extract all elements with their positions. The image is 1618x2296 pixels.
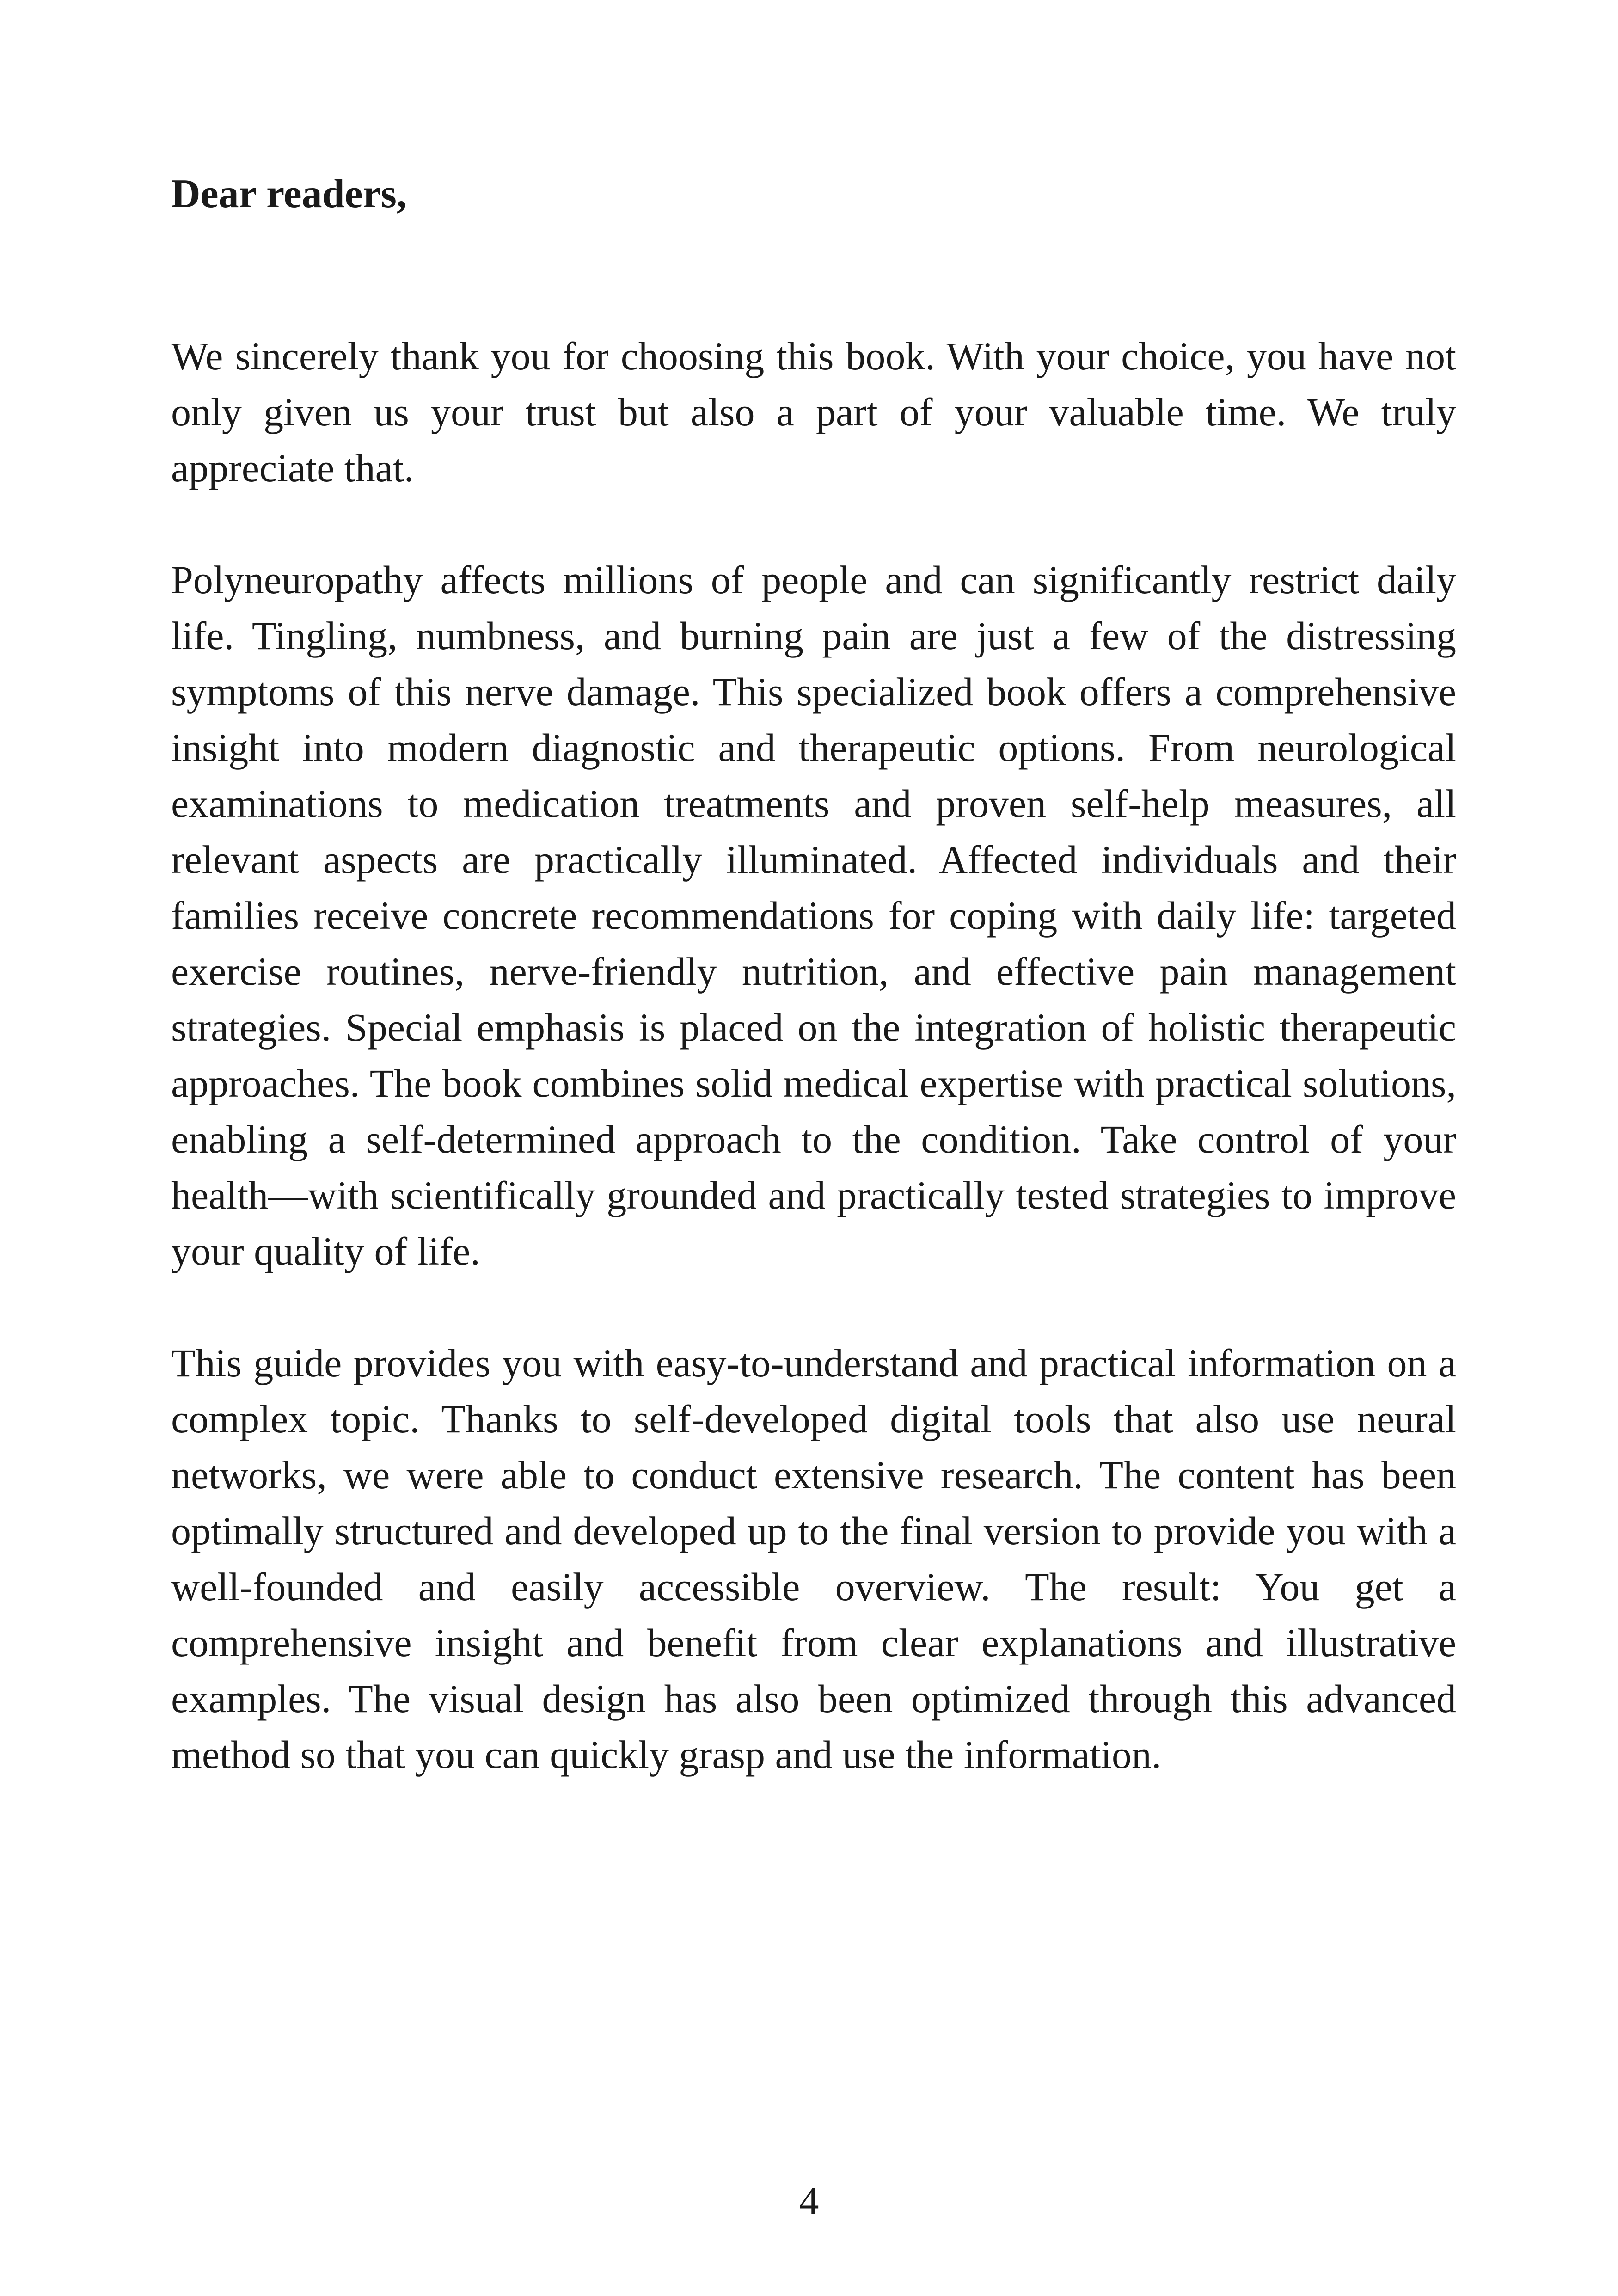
- page-number: 4: [799, 2179, 819, 2223]
- paragraph-thanks: We sincerely thank you for choosing this book. With your choice, you have not only given us your trust but also a part of your valuable time. We truly appreciate that.: [171, 334, 1456, 490]
- page-content: [171, 166, 1456, 1839]
- paragraph-polyneuropathy: Polyneuropathy affects millions of people and can significantly restrict daily life. Tingling, numbness, and burning pain are just a few of the distressing symptoms of this nerve damage. This specialized book offers a comprehensive insight into modern diagnostic and therapeutic options. From neurological examinations to medication treatments and proven self-help measures, all relevant aspects are practically illuminated. Affected individuals and their families receive concrete recommendations for coping with daily life: targeted exercise routines, nerve-friendly nutrition, and effective pain management strategies. Special emphasis is placed on the integration of holistic therapeutic approaches. The book combines solid medical expertise with practical solutions, enabling a self-determined approach to the condition. Take control of your health—with scientifically grounded and practically tested strategies to improve your quality of life.: [171, 558, 1456, 1273]
- paragraph-guide: This guide provides you with easy-to-understand and practical information on a complex topic. Thanks to self-developed digital tools that also use neural networks, we were able to conduct extensive research. The content has been optimally structured and developed up to the final version to provide you with a well-founded and easily accessible overview. The result: You get a comprehensive insight and benefit from clear explanations and illustrative examples. The visual design has also been optimized through this advanced method so that you can quickly grasp and use the information.: [171, 1341, 1456, 1777]
- greeting-heading: Dear readers,: [171, 172, 407, 216]
